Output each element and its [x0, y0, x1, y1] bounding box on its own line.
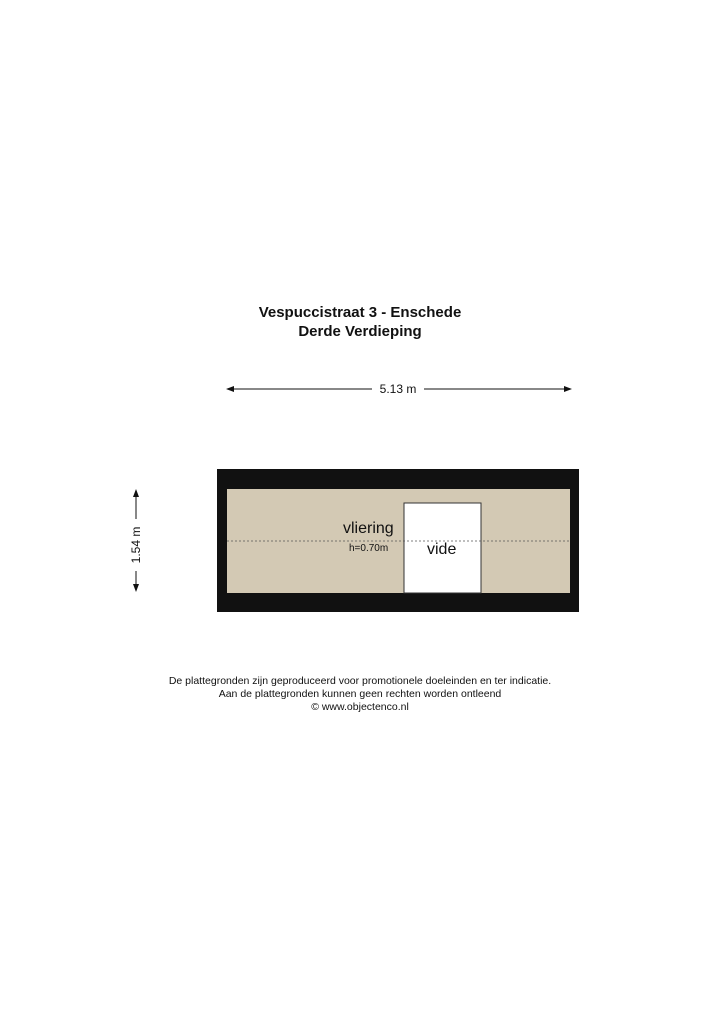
- vliering-height-label: h=0.70m: [349, 543, 389, 554]
- floor-title: Derde Verdieping: [298, 323, 422, 340]
- disclaimer-line-2: Aan de plattegronden kunnen geen rechten worden ontleend: [218, 688, 502, 700]
- depth-dimension-label: 1.54 m: [128, 519, 144, 571]
- disclaimer: [0, 675, 720, 714]
- vliering-floor: [227, 489, 570, 593]
- copyright-line: © www.objectenco.nl: [311, 701, 409, 713]
- vliering-label: vliering: [343, 520, 394, 537]
- vide-label: vide: [427, 541, 457, 558]
- address-title: Vespuccistraat 3 - Enschede: [258, 304, 462, 321]
- disclaimer-line-1: De plattegronden zijn geproduceerd voor promotionele doeleinden en ter indicatie.: [168, 675, 552, 687]
- width-dimension-label: 5.13 m: [372, 381, 424, 397]
